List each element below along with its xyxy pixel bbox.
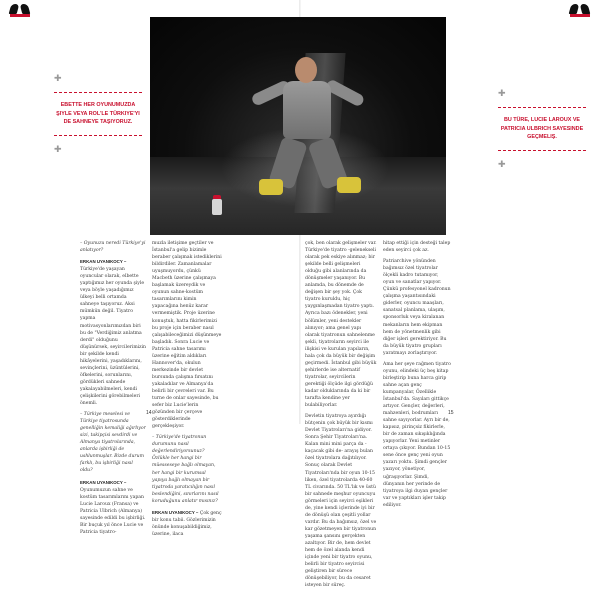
speaker-name: ERKAN UYANIKOCY – (152, 509, 199, 515)
article-paragraph: Ama her şeye rağmen tiyatro oyunu, elindeki üç beş kitap birleştirip buna harca girip sahne açan genç kumpanyalar, Özellikle İstanbul'da. Sayıları gittikçe artıyor. Gençler, değerleri, mahzenleri, bodrumları sahne sayıyorlar. Ayrı bir de, kapısız, pirinçsiz fikirlerle, bir de zaman sıkışıklığında yapıyorlar. Yeni metinler ortaya çıkıyor. Bundan 10-15 sene önce genç yeni oyun yazarı yoktu. Şimdi gençler yazıyor, yönetiyor, uğraşıyorlar. Şimdi, dünyanın her yerinde de tiyatroya ilgi duyan gençler var ve yaptıkları işler takip ediliyor. (383, 361, 451, 508)
speaker-name: ERKAN UYANIKOCY – (80, 259, 127, 265)
article-paragraph: çok, ben olarak gelişmeler var. Türkiye'de tiyatro -gelenekseli olarak pek eskiye alınmaz; bir şekilde belli gelişmeleri olduğu gibi alanlarında da dönüşmeler yaşanıyor. Bu anlamda, bu dönemde de değişen bir şey yok. Çok tiyatro kuruldu, hiç yaygınlaşmadan tiyatro yaptı. Ayrıca bazı ödenekler, yeni bölümler, yeni destekler alınıyor; ama genel yapı olarak tiyatronun sahnelenme şekli, tiyatroların seyirci ile ilişkisi ve kurulan yapıların, hala çok da büyük bir değişim geçirmedi. İstanbul gibi büyük şehirlerde ise alternatif tiyatrolar, seyircilerin gerektiği ölçüde ilgi gördüğü kadar olduklarında da ki bir tarafta kendine yer bulabiliyorlar. (305, 241, 377, 409)
article-column-4 (383, 240, 451, 508)
article-column-3 (305, 240, 377, 589)
stage-performer-photo (150, 17, 446, 235)
plus-ornament-icon: ✚ (54, 74, 62, 84)
divider (498, 150, 586, 151)
interview-answer: ERKAN UYANIKOCY – Çok genç bir konu tabii. Gözlerimizin önünde konuşabildiğimiz, üzerine, ilaca (152, 509, 222, 537)
article-paragraph: muzla iletişime geçtiler ve İstanbul'a gelip bizimle beraber çalışmak istediklerini bildirdiler. Zamanlamalar uyuşmuyordu, çünkü Macbeth üzerine çalışmaya başlamak üzereydik ve oyunun sahne-kostüm tasarımlarını kimin yapacağına henüz karar vermemiştik. Proje üzerine konuştuk, hatta fikirlerimizi bu proje için beraber nasıl çalışabileceğimizi düşünmeye başladık. Sonra Lucie ve Patricia sahne tasarımı üzerine eğitim aldıkları Hannover'da, okulun merkezinde bir devlet bursunda çalışma fırsatını yakaladılar ve Almanya'da belirli bir çevreleri var. Bu turne de onlar sayesinde, bu sefer biz Lucie'lerin gözünden bir çerçeve gösterdiklerinde gerçekleşiyor. (152, 241, 222, 430)
interview-question: – Oyunuzu neredi Türkiye'yi anlatıyor? (80, 241, 146, 254)
pull-quote-right (498, 90, 586, 170)
interview-question: – Türkiye'de tiyatronun durumunu nasıl değerlendiriyorsunuz? Özlükle her hangi bir müesseseye bağlı olmayan, her hangi bir kurumsal yapıya bağlı olmayan bir tiyatroda yaratıcılığın nasıl beslendiğini, sınırlarını nasıl koruduğunu anlatır mısınız? (152, 435, 219, 504)
theatre-masks-logo-icon (8, 4, 32, 18)
plus-ornament-icon: ✚ (498, 89, 506, 99)
plus-ornament-icon: ✚ (498, 159, 506, 170)
article-column-1 (80, 240, 147, 535)
page-number-right: 15 (448, 410, 454, 416)
interview-answer: ERKAN UYANIKOCY – Oyunumuzun sahne ve kostüm tasarımlarını yapan Lucie Laroux (Fransa) ve Patricia Ulbrich (Almanya) sayesinde edildi bu işbirliği. Bir buçuk yıl önce Lucie ve Patricia tiyatro- (80, 479, 146, 535)
pull-quote-text: BU TÜRE, LUCIE LAROUX VE PATRICIA ULBRICH SAYESINDE GEÇMELIŞ. (500, 117, 584, 140)
interview-answer: ERKAN UYANIKOCY – Türkiye'de yaşayan oyuncular olarak, elbette yaptığımız her oyunda şiyle veya böyle yaşadığımız ülkeyi belli ortamda sahneye taşıyoruz. Aksi mümkün değil. Tiyatro yapma motivasyonlarımızdan biri bu de "Verdiğimiz anlatma derdi" olduğunu düşünürsek, seyircilerimizin bir şekilde kendi hikâyelerini, yaşadıklarını, sevinçlerini, üzüntülerini, öfkelerini, sorunlarını, gördükleri sahnede yakalayabilmeleri, kendi çelişkilerini görebilmeleri önemli. (80, 259, 147, 407)
article-paragraph: Devletin tiyatroya ayırdığı bütçenin çok büyük bir kısmı Devlet Tiyatroları'na gidiyor. Sonra Şehir Tiyatroları'na. Kalan mini mini parça da -kaçacak gibi de- arayış bulan özel tiyatrolara dağıtılıyor. Sonuç olarak Devlet Tiyatroları'nda bir oyun 10-15 liken, özel tiyatrolarda 40-60 TL civarında. 50 TL'lık ve üstü bir sahnede meşhur oyuncuyu görmeleri için seyirci eşikleri de, yine kendi içlerinde iyi bir de dönüşü olan çeşitli yollar vardır. Bu da bağımsız, özel ve kar gözetmeyen bir tiyatronun yaşama şansını gerçekten azaltıyor. Bir de, hem devlet hem de özel alanda kendi içinde yeni bir tiyatro oyunu, belirli bir tiyatro seyircisi geliştiren bir sürece dönüşebiliyor, bu da cesaret isteyen bir süreç. (305, 414, 377, 589)
pull-quote-text: EBETTE HER OYUNUMUZDA ŞIYLE VEYA ROL'LE TÜRKIYE'YI DE SAHNEYE TAŞIYORUZ. (56, 102, 140, 125)
divider (54, 135, 142, 136)
theatre-masks-logo-icon (568, 4, 592, 18)
stage-prop (212, 199, 222, 215)
article-paragraph: Patriarchive yönünden bağımsız özel tiyatrolar ölçekli kadro tutamıyor, oyun ve sanatlar yapıyor. Çünkü profesyonel kadronun çalışma yaşantısındaki giderler, oyuncu maaşları, sanatsal planlama, ulaşım, sponsorluk veya kiralanan mekanların hem ekipman hem de yönetmenlik gibi diğer işleri gerektiriyor. Bu da büyük tiyatro grupları yaratmayı zorlaştırıyor. (383, 259, 451, 356)
speaker-name: ERKAN UYANIKOCY – (80, 479, 127, 485)
performer-figure (245, 57, 375, 207)
pull-quote-left (54, 75, 142, 155)
article-paragraph: hitap ettiği için desteği talep eden seyirci çok az. (383, 241, 451, 254)
interview-question: – Türkiye meselesi ve Türkiye tiyatrosunda genelliğin kemaliği ağırlıyor sizi, takipçisi sevdirdi ve Almanya tiyatrolarında, anlarda işbirliği de ushlunmuşlar. Bizde durum farklı, bu işbirliği nasıl oldu? (80, 412, 146, 474)
article-column-2 (152, 240, 222, 537)
page-number-left: 14 (146, 410, 152, 416)
plus-ornament-icon: ✚ (54, 144, 62, 155)
